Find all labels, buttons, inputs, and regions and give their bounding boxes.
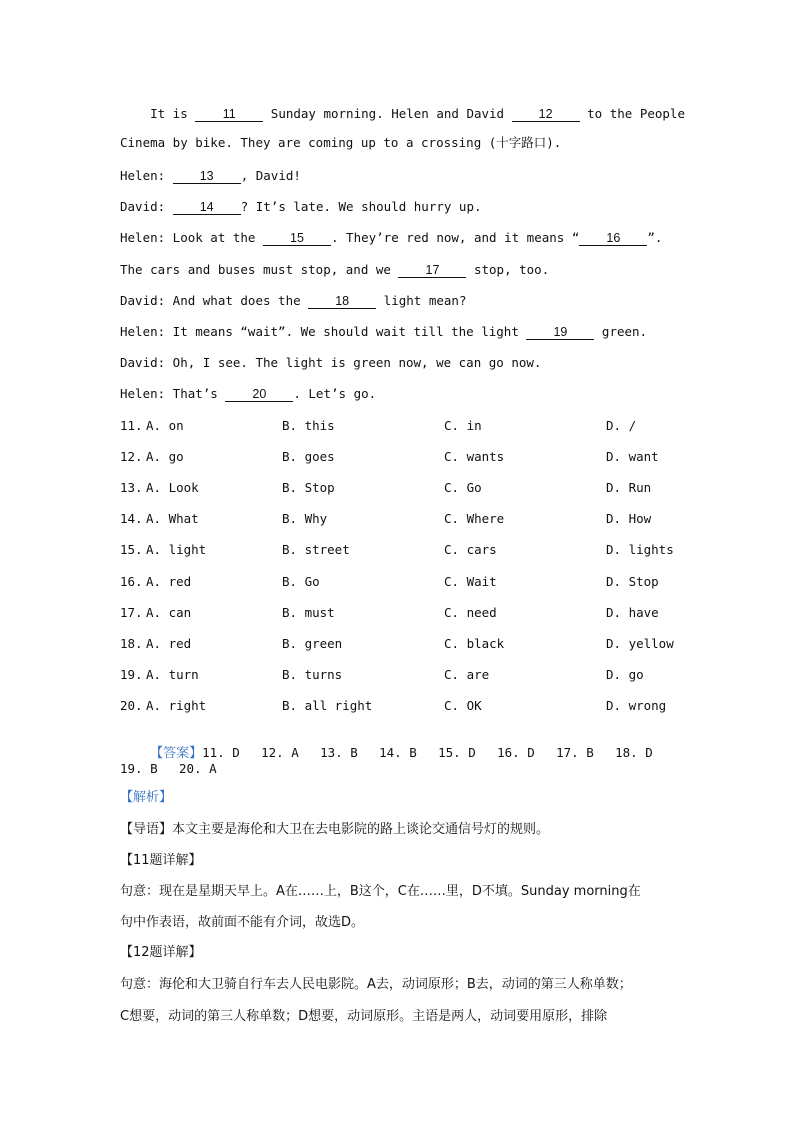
- q12-title: 【12题详解】: [120, 945, 202, 960]
- passage-text: David: And what does the: [120, 293, 309, 308]
- passage-line: [120, 168, 301, 184]
- passage-text: Helen: Look at the: [120, 230, 263, 245]
- passage-line: [120, 293, 466, 309]
- passage-line: [120, 262, 549, 278]
- question-number: 16.: [120, 574, 143, 589]
- passage-text: to the People: [579, 106, 685, 121]
- answer-label: 【答案】: [150, 746, 203, 761]
- passage-text: . They’re red now, and it means “: [331, 230, 580, 245]
- answer-item: 19. B: [120, 761, 158, 776]
- passage-text: Sunday morning. Helen and David: [263, 106, 512, 121]
- option-c: C. cars: [444, 542, 497, 557]
- passage-text: stop, too.: [466, 262, 550, 277]
- option-b: B. all right: [282, 698, 373, 713]
- passage-text: Helen:: [120, 168, 173, 183]
- answer-item: 20. A: [179, 761, 217, 776]
- passage-line: [120, 135, 561, 151]
- option-c: C. OK: [444, 698, 482, 713]
- passage-text: . Let’s go.: [293, 386, 377, 401]
- option-b: B. green: [282, 636, 343, 651]
- option-d: D. want: [606, 449, 659, 464]
- option-d: D. Run: [606, 480, 652, 495]
- question-number: 15.: [120, 542, 143, 557]
- option-b: B. turns: [282, 667, 343, 682]
- passage-line: [120, 199, 482, 215]
- passage-text: David: Oh, I see. The light is green now, we can go now.: [120, 355, 542, 370]
- question-number: 13.: [120, 480, 143, 495]
- option-a: A. Look: [146, 480, 199, 495]
- option-d: D. have: [606, 605, 659, 620]
- option-c: C. Where: [444, 511, 505, 526]
- option-c: C. Go: [444, 480, 482, 495]
- blank-18: 18: [308, 295, 376, 309]
- blank-16: 16: [579, 232, 647, 246]
- analysis-label: 【解析】: [120, 790, 173, 805]
- q11-title: 【11题详解】: [120, 853, 202, 868]
- option-a: A. can: [146, 605, 192, 620]
- passage-line: [120, 324, 647, 340]
- option-a: A. red: [146, 574, 192, 589]
- option-c: C. need: [444, 605, 497, 620]
- option-d: D. How: [606, 511, 652, 526]
- option-a: A. right: [146, 698, 207, 713]
- passage-line: [120, 386, 376, 402]
- question-number: 18.: [120, 636, 143, 651]
- option-b: B. must: [282, 605, 335, 620]
- passage-line: [120, 355, 541, 371]
- question-number: 17.: [120, 605, 143, 620]
- blank-20: 20: [225, 388, 293, 402]
- passage-line: [120, 230, 662, 246]
- answer-item: 17. B: [556, 745, 594, 760]
- option-d: D. Stop: [606, 574, 659, 589]
- answer-line-2: [120, 761, 238, 777]
- passage-text: It is: [120, 106, 196, 121]
- passage-text: light mean?: [376, 293, 467, 308]
- passage-line: [120, 106, 685, 122]
- blank-11: 11: [195, 108, 263, 122]
- q12-explanation-2: C想要，动词的第三人称单数；D想要，动词原形。主语是两人，动词要用原形，排除: [120, 1009, 608, 1024]
- blank-17: 17: [398, 264, 466, 278]
- passage-text: ”.: [647, 230, 663, 245]
- blank-15: 15: [263, 232, 331, 246]
- blank-14: 14: [173, 201, 241, 215]
- option-c: C. wants: [444, 449, 505, 464]
- option-c: C. black: [444, 636, 505, 651]
- option-c: C. Wait: [444, 574, 497, 589]
- question-number: 11.: [120, 418, 143, 433]
- option-b: B. street: [282, 542, 350, 557]
- option-b: B. Stop: [282, 480, 335, 495]
- option-a: A. go: [146, 449, 184, 464]
- option-a: A. light: [146, 542, 207, 557]
- question-number: 14.: [120, 511, 143, 526]
- passage-text: Helen: It means “wait”. We should wait till the light: [120, 324, 527, 339]
- passage-text: , David!: [240, 168, 301, 183]
- question-number: 19.: [120, 667, 143, 682]
- option-b: B. goes: [282, 449, 335, 464]
- passage-text: The cars and buses must stop, and we: [120, 262, 399, 277]
- passage-text: David:: [120, 199, 173, 214]
- option-a: A. turn: [146, 667, 199, 682]
- option-d: D. /: [606, 418, 637, 433]
- option-b: B. Why: [282, 511, 328, 526]
- option-d: D. lights: [606, 542, 674, 557]
- option-a: A. red: [146, 636, 192, 651]
- option-b: B. Go: [282, 574, 320, 589]
- q12-explanation-1: 句意：海伦和大卫骑自行车去人民电影院。A去，动词原形；B去，动词的第三人称单数；: [120, 977, 632, 992]
- question-number: 12.: [120, 449, 143, 464]
- option-c: C. in: [444, 418, 482, 433]
- option-d: D. wrong: [606, 698, 667, 713]
- passage-text: Helen: That’s: [120, 386, 226, 401]
- answer-item: 11. D: [202, 745, 240, 760]
- option-c: C. are: [444, 667, 490, 682]
- option-a: A. What: [146, 511, 199, 526]
- answer-item: 15. D: [438, 745, 476, 760]
- blank-13: 13: [173, 170, 241, 184]
- blank-19: 19: [526, 326, 594, 340]
- answer-item: 14. B: [379, 745, 417, 760]
- answer-item: 13. B: [320, 745, 358, 760]
- answer-item: 18. D: [615, 745, 653, 760]
- answer-item: 16. D: [497, 745, 535, 760]
- intro-text: 【导语】本文主要是海伦和大卫在去电影院的路上谈论交通信号灯的规则。: [120, 822, 550, 837]
- passage-text: green.: [594, 324, 648, 339]
- answer-item: 12. A: [261, 745, 299, 760]
- option-b: B. this: [282, 418, 335, 433]
- passage-text: ? It’s late. We should hurry up.: [240, 199, 482, 214]
- option-a: A. on: [146, 418, 184, 433]
- question-number: 20.: [120, 698, 143, 713]
- q11-explanation-1: 句意：现在是星期天早上。A在……上，B这个，C在……里，D不填。Sunday morning在: [120, 884, 641, 899]
- blank-12: 12: [512, 108, 580, 122]
- q11-explanation-2: 句中作表语，故前面不能有介词，故选D。: [120, 915, 365, 930]
- option-d: D. go: [606, 667, 644, 682]
- passage-text: Cinema by bike. They are coming up to a crossing (十字路口).: [120, 135, 562, 150]
- option-d: D. yellow: [606, 636, 674, 651]
